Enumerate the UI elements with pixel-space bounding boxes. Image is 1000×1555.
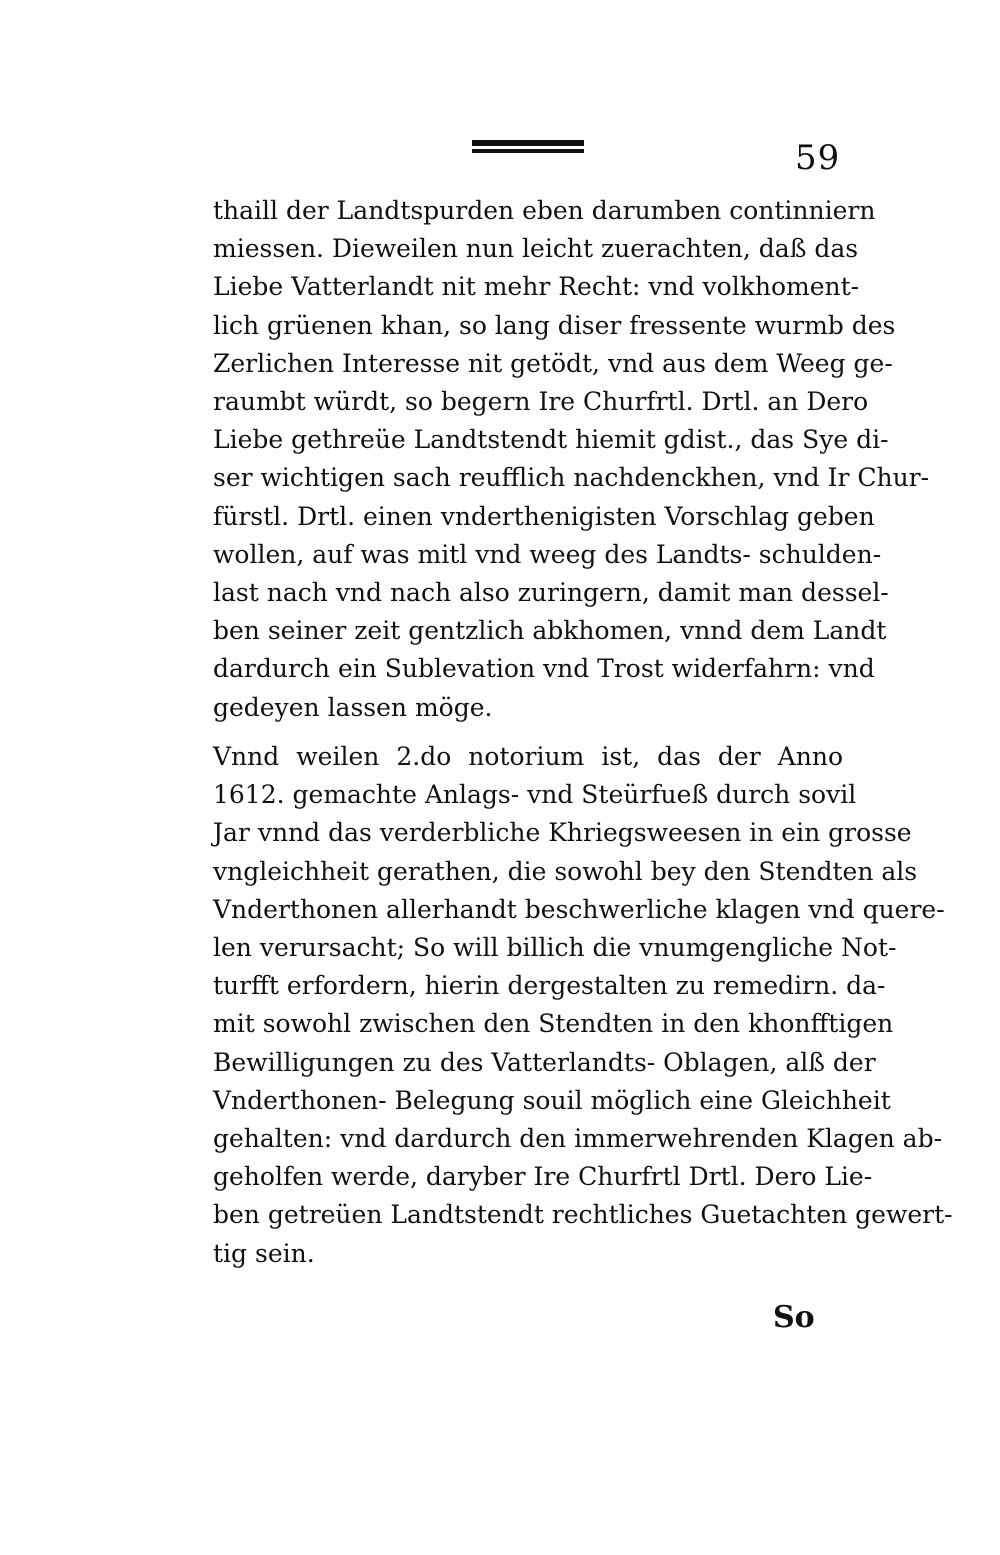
text-line: geholfen werde, daryber Ire Churfrtl Drtl. Dero Lie- (213, 1162, 873, 1192)
text-line: ben getreüen Landtstendt rechtliches Guetachten gewert- (213, 1200, 953, 1230)
text-line: thaill der Landtspurden eben darumben continniern (213, 196, 876, 225)
text-line: raumbt würdt, so begern Ire Churfrtl. Drtl. an Dero (213, 387, 869, 417)
header-rule-bar (472, 140, 584, 146)
paragraph-1 (213, 192, 930, 727)
text-line: fürstl. Drtl. einen vnderthenigisten Vorschlag geben (213, 501, 875, 531)
text-line: Jar vnnd das verderbliche Khriegsweesen in ein grosse (213, 818, 912, 848)
text-line: Zerlichen Interesse nit getödt, vnd aus dem Weeg ge- (213, 348, 893, 378)
catchword: So (773, 1300, 815, 1335)
header-rule-ornament (472, 140, 584, 156)
text-line: dardurch ein Sublevation vnd Trost widerfahrn: vnd (213, 654, 875, 684)
text-line: wollen, auf was mitl vnd weeg des Landts- schulden- (213, 539, 882, 569)
text-line: Liebe Vatterlandt nit mehr Recht: vnd volkhoment- (213, 272, 860, 302)
text-line: lich grüenen khan, so lang diser fressente wurmb des (213, 310, 896, 340)
text-line: 1612. gemachte Anlags- vnd Steürfueß durch sovil (213, 780, 857, 810)
text-line: Vnderthonen allerhandt beschwerliche klagen vnd quere- (213, 894, 945, 924)
text-line: Vnderthonen- Belegung souil möglich eine Gleichheit (213, 1085, 891, 1115)
text-line: Bewilligungen zu des Vatterlandts- Oblagen, alß der (213, 1047, 876, 1077)
text-line: vngleichheit gerathen, die sowohl bey den Stendten als (213, 856, 918, 886)
text-line: ser wichtigen sach reufflich nachdenckhen, vnd Ir Chur- (213, 463, 930, 493)
text-line: miessen. Dieweilen nun leicht zuerachten, daß das (213, 234, 859, 264)
text-line: ben seiner zeit gentzlich abkhomen, vnnd dem Landt (213, 616, 887, 646)
text-line: Vnnd weilen 2.do notorium ist, das der Anno (213, 742, 843, 771)
paragraph-2 (213, 738, 953, 1273)
text-line: last nach vnd nach also zuringern, damit man dessel- (213, 578, 889, 608)
text-line: turfft erfordern, hierin dergestalten zu remedirn. da- (213, 971, 886, 1001)
text-line: gehalten: vnd dardurch den immerwehrenden Klagen ab- (213, 1124, 943, 1154)
text-line: gedeyen lassen möge. (213, 692, 493, 722)
text-line: Liebe gethreüe Landtstendt hiemit gdist., das Sye di- (213, 425, 889, 455)
text-line: mit sowohl zwischen den Stendten in den khonfftigen (213, 1009, 894, 1039)
text-line: len verursacht; So will billich die vnumgengliche Not- (213, 933, 897, 963)
header-rule-bar (472, 149, 584, 153)
text-line: tig sein. (213, 1238, 315, 1268)
page-number: 59 (795, 138, 841, 178)
